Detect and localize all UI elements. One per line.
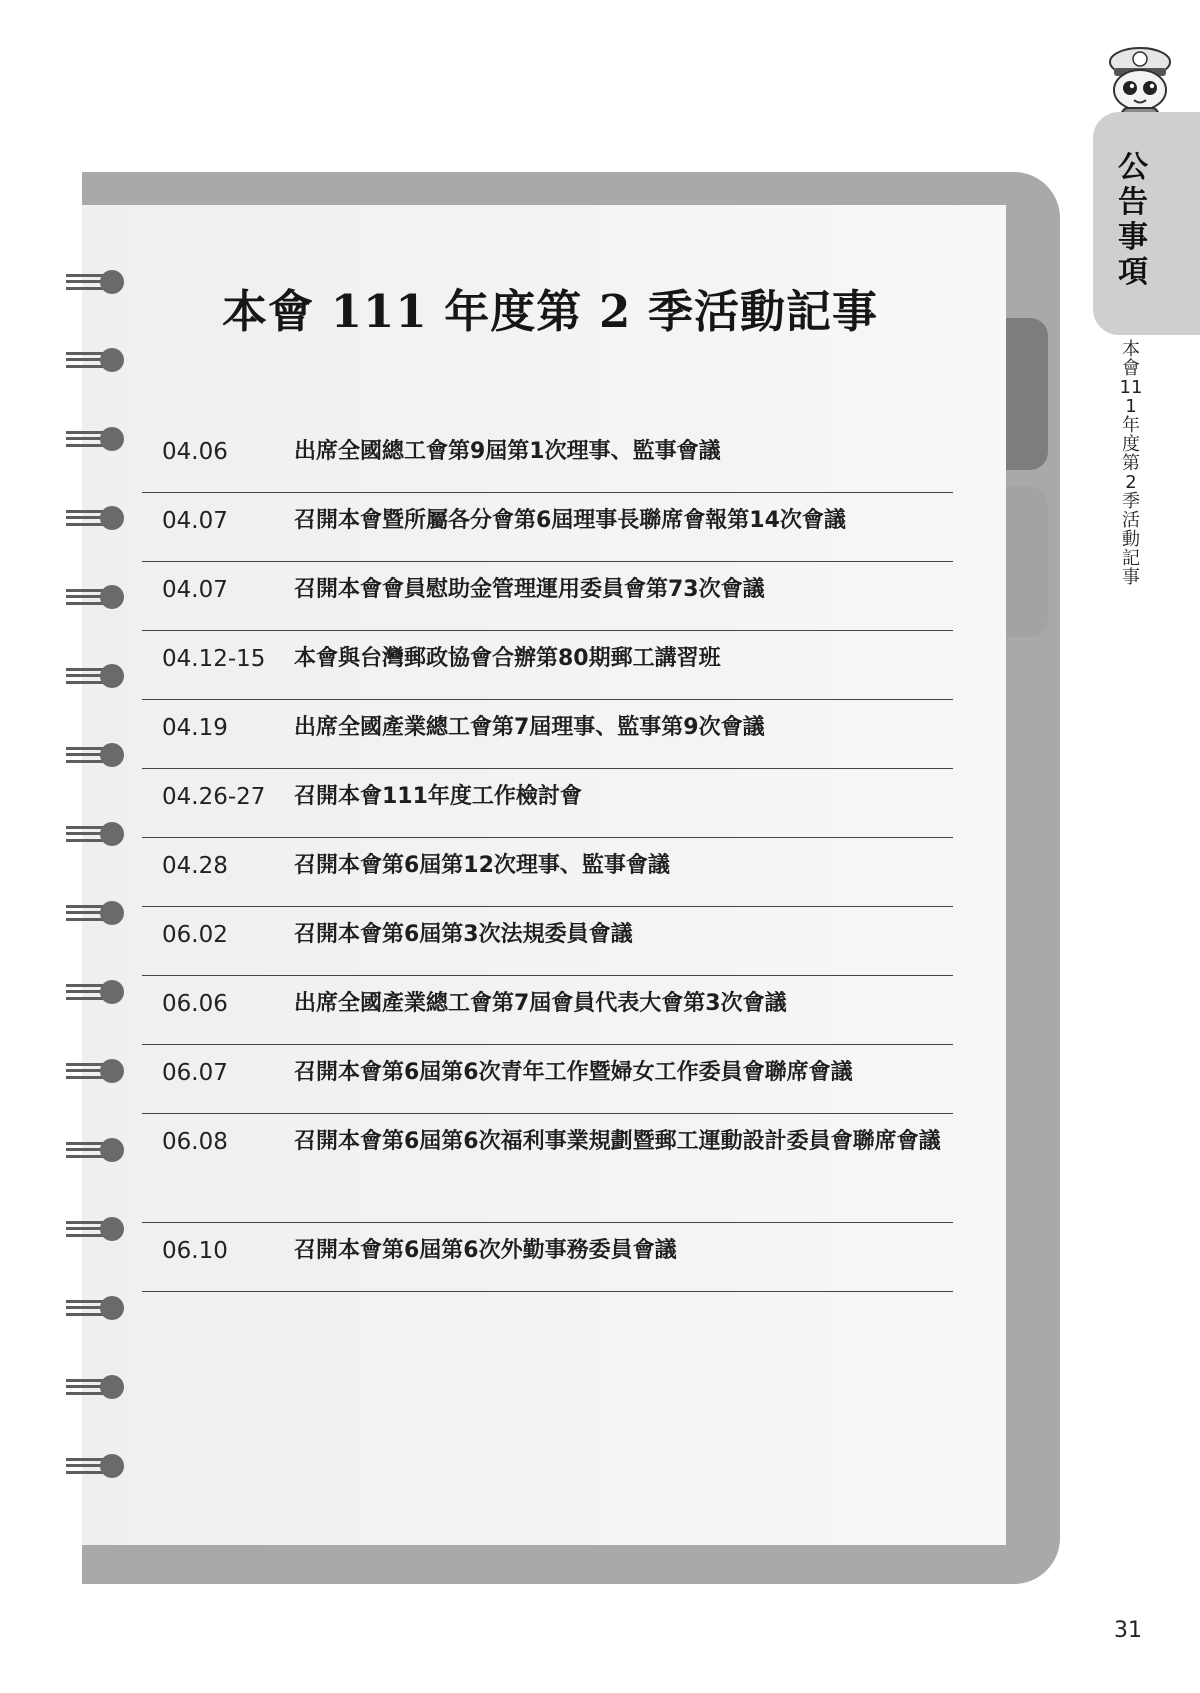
activity-description: 召開本會111年度工作檢討會	[294, 784, 582, 809]
activity-date: 04.06	[162, 439, 228, 465]
spiral-ring-icon	[66, 980, 124, 1004]
activity-date: 04.07	[162, 508, 228, 534]
activity-date: 04.07	[162, 577, 228, 603]
activity-date: 06.02	[162, 922, 228, 948]
spiral-ring-icon	[66, 901, 124, 925]
page-number: 31	[1114, 1618, 1142, 1643]
activity-description: 召開本會暨所屬各分會第6屆理事長聯席會報第14次會議	[294, 508, 846, 533]
spiral-ring-icon	[66, 1454, 124, 1478]
activity-date: 06.06	[162, 991, 228, 1017]
activity-description: 召開本會第6屆第6次青年工作暨婦女工作委員會聯席會議	[294, 1060, 853, 1085]
activity-row	[142, 631, 953, 700]
activity-row	[142, 1114, 953, 1223]
page-title: 本會 111 年度第 2 季活動記事	[222, 285, 878, 338]
activity-row	[142, 562, 953, 631]
activity-row	[142, 976, 953, 1045]
activity-row	[142, 493, 953, 562]
activity-description: 召開本會第6屆第3次法規委員會議	[294, 922, 633, 947]
activity-date: 04.19	[162, 715, 228, 741]
spiral-ring-icon	[66, 585, 124, 609]
activity-row	[142, 700, 953, 769]
spiral-ring-icon	[66, 506, 124, 530]
spiral-ring-icon	[66, 1138, 124, 1162]
activity-description: 召開本會第6屆第6次外勤事務委員會議	[294, 1238, 677, 1263]
spiral-ring-icon	[66, 1375, 124, 1399]
spiral-ring-icon	[66, 822, 124, 846]
activity-description: 出席全國產業總工會第7屆理事、監事第9次會議	[294, 715, 765, 740]
activity-row	[142, 424, 953, 493]
spiral-ring-icon	[66, 427, 124, 451]
activity-list	[142, 424, 953, 1292]
notebook-side-tab-dark	[1004, 318, 1048, 470]
activity-date: 06.07	[162, 1060, 228, 1086]
spiral-ring-icon	[66, 1296, 124, 1320]
spiral-ring-icon	[66, 1059, 124, 1083]
spiral-ring-icon	[66, 743, 124, 767]
activity-description: 召開本會第6屆第12次理事、監事會議	[294, 853, 670, 878]
activity-row	[142, 1045, 953, 1114]
activity-row	[142, 907, 953, 976]
activity-date: 04.12-15	[162, 646, 266, 672]
activity-date: 06.10	[162, 1238, 228, 1264]
activity-description: 出席全國產業總工會第7屆會員代表大會第3次會議	[294, 991, 787, 1016]
spiral-ring-icon	[66, 270, 124, 294]
activity-description: 召開本會會員慰助金管理運用委員會第73次會議	[294, 577, 765, 602]
side-caption: 本會111年度第2季活動記事	[1119, 339, 1143, 588]
activity-date: 04.28	[162, 853, 228, 879]
notebook-side-tab-light	[1004, 487, 1048, 637]
activity-row	[142, 1223, 953, 1292]
spiral-ring-icon	[66, 348, 124, 372]
activity-date: 04.26-27	[162, 784, 266, 810]
spiral-ring-icon	[66, 1217, 124, 1241]
activity-row	[142, 838, 953, 907]
activity-row	[142, 769, 953, 838]
section-tab-label: 公告事項	[1118, 150, 1148, 290]
activity-description: 出席全國總工會第9屆第1次理事、監事會議	[294, 439, 721, 464]
activity-description: 召開本會第6屆第6次福利事業規劃暨郵工運動設計委員會聯席會議	[294, 1129, 941, 1154]
spiral-ring-icon	[66, 664, 124, 688]
activity-description: 本會與台灣郵政協會合辦第80期郵工講習班	[294, 646, 721, 671]
activity-date: 06.08	[162, 1129, 228, 1155]
